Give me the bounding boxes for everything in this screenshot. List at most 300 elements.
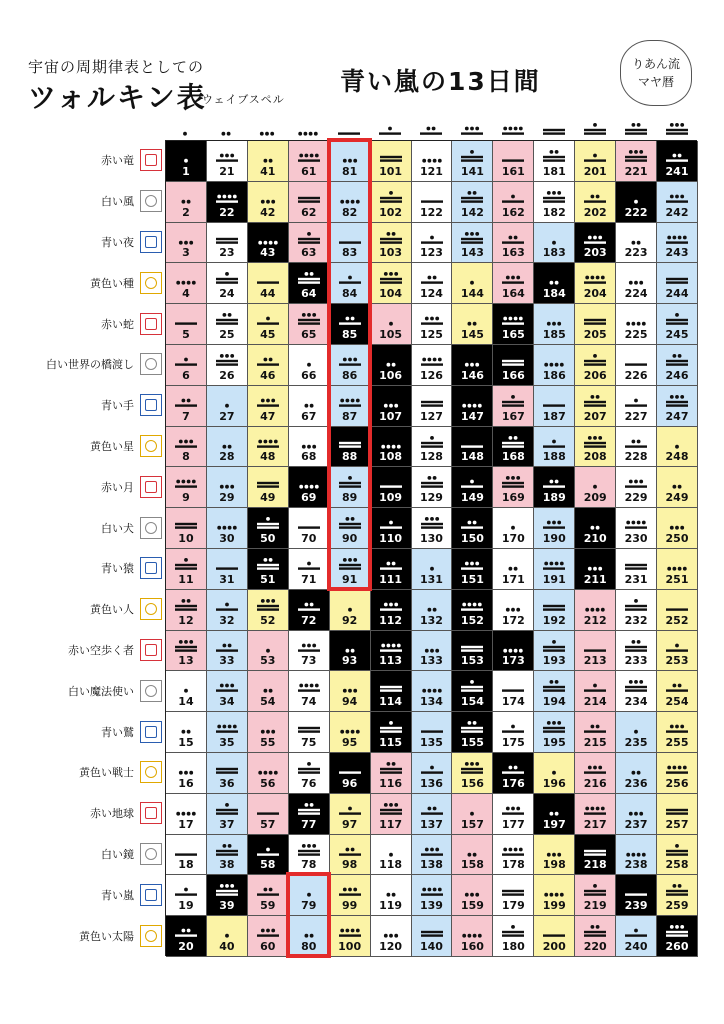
kin-cell[interactable] (166, 263, 207, 304)
kin-cell[interactable] (166, 386, 207, 427)
kin-cell[interactable] (371, 835, 412, 876)
kin-cell[interactable] (452, 753, 493, 794)
kin-cell[interactable] (289, 223, 330, 264)
kin-cell[interactable] (371, 223, 412, 264)
kin-cell[interactable] (207, 835, 248, 876)
kin-cell[interactable] (493, 304, 534, 345)
kin-cell[interactable] (534, 875, 575, 916)
kin-cell[interactable] (289, 263, 330, 304)
kin-cell[interactable] (412, 467, 453, 508)
kin-cell[interactable] (575, 590, 616, 631)
kin-cell[interactable] (493, 631, 534, 672)
kin-cell[interactable] (412, 263, 453, 304)
kin-cell[interactable] (248, 223, 289, 264)
kin-cell[interactable] (493, 753, 534, 794)
kin-cell[interactable] (207, 345, 248, 386)
kin-cell[interactable] (493, 794, 534, 835)
kin-cell[interactable] (371, 182, 412, 223)
kin-cell[interactable] (412, 508, 453, 549)
kin-cell[interactable] (371, 794, 412, 835)
kin-cell[interactable] (289, 345, 330, 386)
kin-number: 17 (178, 817, 194, 831)
kin-number: 9 (182, 491, 190, 505)
kin-cell[interactable] (289, 753, 330, 794)
kin-cell[interactable] (657, 508, 698, 549)
kin-cell[interactable] (616, 916, 657, 957)
seal-row-seed (90, 262, 162, 303)
kin-cell[interactable] (616, 304, 657, 345)
kin-cell[interactable] (657, 671, 698, 712)
kin-cell[interactable] (534, 467, 575, 508)
kin-cell[interactable] (534, 304, 575, 345)
kin-cell[interactable] (166, 794, 207, 835)
kin-cell[interactable] (412, 182, 453, 223)
kin-cell[interactable] (289, 467, 330, 508)
kin-cell[interactable] (616, 590, 657, 631)
kin-cell[interactable] (452, 508, 493, 549)
kin-cell[interactable] (207, 508, 248, 549)
kin-cell[interactable] (534, 263, 575, 304)
kin-cell[interactable] (289, 141, 330, 182)
kin-cell[interactable] (452, 631, 493, 672)
kin-cell[interactable] (248, 631, 289, 672)
kin-cell[interactable] (248, 712, 289, 753)
tone-header-cell (492, 118, 533, 140)
kin-cell[interactable] (166, 508, 207, 549)
kin-cell[interactable] (616, 345, 657, 386)
mayan-number-icon (289, 268, 329, 288)
kin-cell[interactable] (452, 182, 493, 223)
mayan-number-icon (452, 513, 492, 533)
kin-cell[interactable] (534, 223, 575, 264)
seal-name: 赤い蛇 (101, 317, 134, 331)
kin-cell[interactable] (616, 141, 657, 182)
kin-cell[interactable] (452, 345, 493, 386)
kin-number: 150 (460, 531, 484, 545)
kin-number: 210 (583, 531, 607, 545)
kin-cell[interactable] (657, 182, 698, 223)
kin-cell[interactable] (289, 671, 330, 712)
kin-cell[interactable] (371, 386, 412, 427)
kin-cell[interactable] (207, 875, 248, 916)
kin-cell[interactable] (412, 671, 453, 712)
kin-cell[interactable] (575, 712, 616, 753)
kin-cell[interactable] (534, 508, 575, 549)
kin-cell[interactable] (412, 916, 453, 957)
kin-cell[interactable] (452, 427, 493, 468)
mayan-number-icon (289, 391, 329, 411)
kin-cell[interactable] (207, 263, 248, 304)
tone-header-cell (574, 118, 615, 140)
kin-cell[interactable] (493, 835, 534, 876)
kin-cell[interactable] (534, 590, 575, 631)
kin-cell[interactable] (330, 671, 371, 712)
kin-number: 91 (341, 572, 358, 586)
kin-cell[interactable] (166, 590, 207, 631)
kin-cell[interactable] (616, 508, 657, 549)
kin-cell[interactable] (289, 712, 330, 753)
kin-cell[interactable] (452, 141, 493, 182)
kin-cell[interactable] (166, 631, 207, 672)
kin-cell[interactable] (412, 631, 453, 672)
kin-cell[interactable] (412, 590, 453, 631)
kin-cell[interactable] (207, 386, 248, 427)
kin-cell[interactable] (616, 263, 657, 304)
kin-cell[interactable] (166, 345, 207, 386)
kin-cell[interactable] (248, 549, 289, 590)
kin-cell[interactable] (657, 345, 698, 386)
kin-cell[interactable] (166, 223, 207, 264)
kin-cell[interactable] (207, 141, 248, 182)
kin-cell[interactable] (616, 182, 657, 223)
kin-cell[interactable] (493, 875, 534, 916)
kin-cell[interactable] (616, 223, 657, 264)
mayan-number-icon (493, 595, 533, 615)
kin-cell[interactable] (289, 182, 330, 223)
kin-cell[interactable] (575, 263, 616, 304)
kin-cell[interactable] (412, 223, 453, 264)
kin-cell[interactable] (493, 345, 534, 386)
kin-cell[interactable] (412, 427, 453, 468)
kin-cell[interactable] (371, 916, 412, 957)
kin-cell[interactable] (248, 835, 289, 876)
kin-cell[interactable] (330, 712, 371, 753)
kin-cell[interactable] (657, 916, 698, 957)
kin-cell[interactable] (207, 549, 248, 590)
kin-number: 182 (542, 205, 566, 219)
kin-cell[interactable] (616, 794, 657, 835)
kin-cell[interactable] (616, 835, 657, 876)
kin-number: 93 (341, 654, 358, 668)
kin-cell[interactable] (493, 223, 534, 264)
kin-cell[interactable] (493, 427, 534, 468)
kin-cell[interactable] (452, 875, 493, 916)
kin-number: 258 (665, 858, 689, 872)
kin-cell[interactable] (657, 549, 698, 590)
kin-cell[interactable] (207, 590, 248, 631)
kin-cell[interactable] (534, 794, 575, 835)
kin-cell[interactable] (534, 386, 575, 427)
kin-number: 128 (420, 450, 443, 464)
kin-cell[interactable] (207, 427, 248, 468)
kin-cell[interactable] (452, 549, 493, 590)
kin-cell[interactable] (248, 875, 289, 916)
kin-cell[interactable] (166, 916, 207, 957)
kin-cell[interactable] (657, 304, 698, 345)
kin-cell[interactable] (575, 386, 616, 427)
kin-cell[interactable] (493, 386, 534, 427)
mayan-number-icon (166, 840, 206, 860)
kin-cell[interactable] (289, 304, 330, 345)
kin-cell[interactable] (534, 549, 575, 590)
kin-number: 229 (624, 491, 648, 505)
kin-cell[interactable] (493, 712, 534, 753)
kin-cell[interactable] (207, 916, 248, 957)
kin-cell[interactable] (166, 753, 207, 794)
kin-cell[interactable] (534, 631, 575, 672)
kin-cell[interactable] (575, 875, 616, 916)
kin-cell[interactable] (657, 141, 698, 182)
kin-cell[interactable] (657, 263, 698, 304)
kin-cell[interactable] (371, 875, 412, 916)
kin-cell[interactable] (575, 916, 616, 957)
kin-tone (452, 187, 492, 207)
kin-cell[interactable] (452, 794, 493, 835)
kin-cell[interactable] (371, 304, 412, 345)
kin-cell[interactable] (330, 590, 371, 631)
kin-cell[interactable] (371, 590, 412, 631)
kin-cell[interactable] (657, 467, 698, 508)
kin-cell[interactable] (493, 671, 534, 712)
kin-number: 92 (341, 613, 358, 627)
kin-cell[interactable] (575, 427, 616, 468)
kin-cell[interactable] (412, 304, 453, 345)
kin-cell[interactable] (616, 753, 657, 794)
kin-tone (412, 717, 452, 737)
kin-cell[interactable] (371, 141, 412, 182)
kin-cell[interactable] (493, 141, 534, 182)
kin-cell[interactable] (371, 467, 412, 508)
kin-cell[interactable] (452, 263, 493, 304)
kin-number: 94 (341, 695, 358, 709)
kin-cell[interactable] (493, 916, 534, 957)
kin-cell[interactable] (452, 916, 493, 957)
mayan-number-icon (371, 554, 411, 574)
kin-cell[interactable] (616, 549, 657, 590)
kin-cell[interactable] (248, 794, 289, 835)
kin-cell[interactable] (330, 794, 371, 835)
kin-cell[interactable] (248, 427, 289, 468)
kin-cell[interactable] (166, 549, 207, 590)
kin-cell[interactable] (534, 753, 575, 794)
kin-number: 139 (420, 899, 443, 913)
kin-cell[interactable] (289, 549, 330, 590)
kin-tone (493, 472, 533, 492)
kin-cell[interactable] (616, 671, 657, 712)
kin-cell[interactable] (575, 508, 616, 549)
kin-cell[interactable] (248, 508, 289, 549)
kin-cell[interactable] (575, 304, 616, 345)
kin-cell[interactable] (452, 467, 493, 508)
kin-cell[interactable] (493, 508, 534, 549)
kin-cell[interactable] (575, 345, 616, 386)
kin-cell[interactable] (371, 671, 412, 712)
kin-cell[interactable] (493, 182, 534, 223)
kin-cell[interactable] (166, 467, 207, 508)
kin-cell[interactable] (289, 508, 330, 549)
kin-cell[interactable] (657, 386, 698, 427)
kin-cell[interactable] (452, 590, 493, 631)
kin-cell[interactable] (575, 182, 616, 223)
kin-cell[interactable] (412, 835, 453, 876)
kin-cell[interactable] (412, 712, 453, 753)
kin-cell[interactable] (657, 794, 698, 835)
kin-cell[interactable] (248, 263, 289, 304)
kin-cell[interactable] (166, 427, 207, 468)
kin-cell[interactable] (452, 304, 493, 345)
kin-cell[interactable] (166, 712, 207, 753)
kin-cell[interactable] (412, 753, 453, 794)
kin-cell[interactable] (616, 467, 657, 508)
kin-cell[interactable] (534, 182, 575, 223)
kin-number: 107 (379, 409, 403, 423)
kin-cell[interactable] (248, 386, 289, 427)
kin-cell[interactable] (412, 794, 453, 835)
kin-number: 114 (379, 695, 403, 709)
kin-cell[interactable] (166, 671, 207, 712)
kin-cell[interactable] (657, 223, 698, 264)
kin-cell[interactable] (534, 671, 575, 712)
kin-tone (371, 187, 411, 207)
kin-cell[interactable] (412, 386, 453, 427)
kin-number: 204 (583, 287, 607, 301)
kin-cell[interactable] (657, 875, 698, 916)
kin-cell[interactable] (657, 427, 698, 468)
kin-cell[interactable] (412, 141, 453, 182)
kin-cell[interactable] (534, 835, 575, 876)
kin-cell[interactable] (616, 875, 657, 916)
kin-tone (207, 880, 247, 900)
mayan-number-icon (657, 880, 697, 900)
kin-cell[interactable] (371, 549, 412, 590)
kin-cell[interactable] (166, 304, 207, 345)
kin-cell[interactable] (330, 916, 371, 957)
kin-cell[interactable] (657, 712, 698, 753)
kin-cell[interactable] (371, 508, 412, 549)
kin-cell[interactable] (166, 835, 207, 876)
kin-cell[interactable] (248, 141, 289, 182)
kin-cell[interactable] (575, 671, 616, 712)
kin-tone (657, 391, 697, 411)
kin-cell[interactable] (371, 345, 412, 386)
kin-cell[interactable] (452, 386, 493, 427)
kin-cell[interactable] (207, 671, 248, 712)
kin-tone (166, 880, 206, 900)
kin-cell[interactable] (207, 182, 248, 223)
kin-tone (248, 391, 288, 411)
kin-cell[interactable] (371, 427, 412, 468)
kin-cell[interactable] (493, 590, 534, 631)
kin-cell[interactable] (616, 386, 657, 427)
kin-cell[interactable] (166, 182, 207, 223)
kin-cell[interactable] (657, 631, 698, 672)
kin-cell[interactable] (575, 835, 616, 876)
kin-cell[interactable] (248, 753, 289, 794)
kin-cell[interactable] (248, 916, 289, 957)
kin-cell[interactable] (616, 427, 657, 468)
kin-cell[interactable] (289, 386, 330, 427)
kin-cell[interactable] (330, 753, 371, 794)
kin-cell[interactable] (248, 345, 289, 386)
kin-cell[interactable] (575, 753, 616, 794)
kin-cell[interactable] (330, 631, 371, 672)
kin-cell[interactable] (289, 427, 330, 468)
mayan-number-icon (330, 840, 370, 860)
kin-cell[interactable] (207, 304, 248, 345)
kin-cell[interactable] (289, 835, 330, 876)
kin-number: 186 (542, 368, 566, 382)
kin-cell[interactable] (657, 753, 698, 794)
mayan-number-icon (493, 799, 533, 819)
kin-cell[interactable] (657, 835, 698, 876)
kin-cell[interactable] (207, 467, 248, 508)
kin-cell[interactable] (207, 712, 248, 753)
kin-cell[interactable] (207, 223, 248, 264)
kin-cell[interactable] (493, 467, 534, 508)
kin-cell[interactable] (616, 631, 657, 672)
kin-cell[interactable] (534, 427, 575, 468)
kin-tone (166, 595, 206, 615)
kin-cell[interactable] (207, 631, 248, 672)
kin-tone (616, 840, 656, 860)
kin-cell[interactable] (412, 549, 453, 590)
kin-cell[interactable] (452, 835, 493, 876)
kin-tone (207, 432, 247, 452)
kin-tone (207, 676, 247, 696)
kin-cell[interactable] (412, 345, 453, 386)
kin-cell[interactable] (452, 671, 493, 712)
kin-cell[interactable] (330, 875, 371, 916)
wave-spell-label: ウェイブスペル (202, 93, 285, 106)
kin-cell[interactable] (371, 712, 412, 753)
kin-cell[interactable] (493, 263, 534, 304)
kin-cell[interactable] (616, 712, 657, 753)
kin-cell[interactable] (248, 467, 289, 508)
kin-cell[interactable] (452, 223, 493, 264)
kin-number: 57 (260, 817, 276, 831)
kin-tone (289, 268, 329, 288)
kin-cell[interactable] (534, 916, 575, 957)
kin-cell[interactable] (166, 141, 207, 182)
kin-cell[interactable] (248, 671, 289, 712)
kin-cell[interactable] (452, 712, 493, 753)
kin-tone (493, 187, 533, 207)
kin-cell[interactable] (575, 467, 616, 508)
kin-number: 244 (665, 287, 689, 301)
kin-cell[interactable] (657, 590, 698, 631)
kin-cell[interactable] (412, 875, 453, 916)
kin-cell[interactable] (289, 631, 330, 672)
kin-tone (412, 268, 452, 288)
kin-cell[interactable] (371, 631, 412, 672)
kin-cell[interactable] (248, 182, 289, 223)
kin-cell[interactable] (371, 263, 412, 304)
kin-cell[interactable] (575, 631, 616, 672)
mayan-number-icon (207, 717, 247, 737)
kin-number: 72 (301, 613, 317, 627)
kin-cell[interactable] (289, 794, 330, 835)
kin-cell[interactable] (207, 794, 248, 835)
kin-cell[interactable] (248, 304, 289, 345)
kin-cell[interactable] (207, 753, 248, 794)
mayan-number-icon (534, 595, 574, 615)
kin-cell[interactable] (575, 223, 616, 264)
kin-cell[interactable] (534, 712, 575, 753)
kin-cell[interactable] (534, 141, 575, 182)
kin-cell[interactable] (575, 794, 616, 835)
kin-cell[interactable] (575, 549, 616, 590)
kin-cell[interactable] (166, 875, 207, 916)
kin-cell[interactable] (493, 549, 534, 590)
kin-cell[interactable] (534, 345, 575, 386)
kin-cell[interactable] (575, 141, 616, 182)
mayan-number-icon (412, 268, 452, 288)
kin-cell[interactable] (371, 753, 412, 794)
kin-cell[interactable] (289, 590, 330, 631)
mayan-number-icon (575, 595, 615, 615)
kin-cell[interactable] (248, 590, 289, 631)
kin-cell[interactable] (330, 835, 371, 876)
